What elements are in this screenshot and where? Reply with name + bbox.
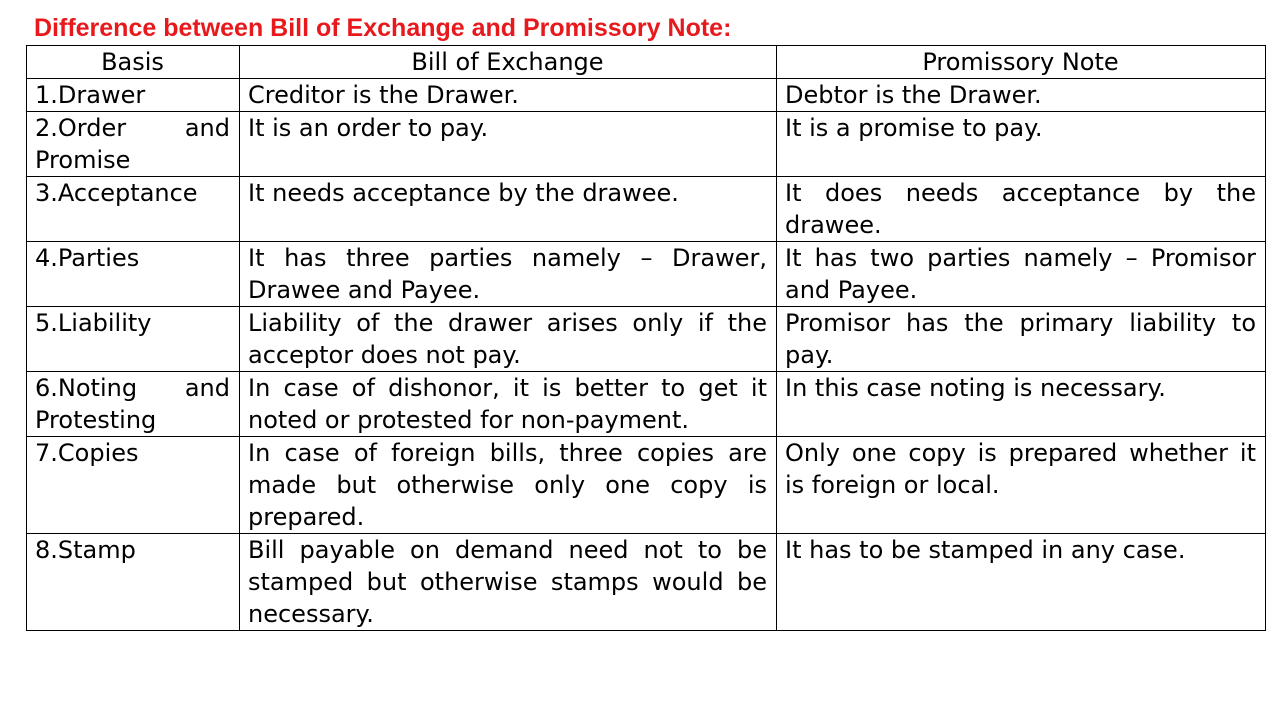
table-row: [27, 534, 1266, 631]
header-basis: Basis: [27, 46, 240, 79]
bill-cell: In case of dishonor, it is better to get it noted or protested for non-payment.: [240, 372, 777, 437]
header-promissory-note: Promissory Note: [777, 46, 1266, 79]
table-header-row: [27, 46, 1266, 79]
note-cell: It has to be stamped in any case.: [777, 534, 1266, 631]
basis-cell: 3.Acceptance: [27, 177, 240, 242]
table-row: [27, 177, 1266, 242]
basis-cell: 4.Parties: [27, 242, 240, 307]
basis-cell: 1.Drawer: [27, 79, 240, 112]
table-row: [27, 242, 1266, 307]
note-cell: Promisor has the primary liability to pay.: [777, 307, 1266, 372]
bill-cell: It is an order to pay.: [240, 112, 777, 177]
basis-cell: 8.Stamp: [27, 534, 240, 631]
table-row: [27, 372, 1266, 437]
table-row: [27, 112, 1266, 177]
note-cell: It is a promise to pay.: [777, 112, 1266, 177]
note-cell: Debtor is the Drawer.: [777, 79, 1266, 112]
table-row: [27, 79, 1266, 112]
note-cell: Only one copy is prepared whether it is foreign or local.: [777, 437, 1266, 534]
table-row: [27, 437, 1266, 534]
note-cell: It does needs acceptance by the drawee.: [777, 177, 1266, 242]
basis-cell: 7.Copies: [27, 437, 240, 534]
page-title: Difference between Bill of Exchange and Promissory Note:: [34, 14, 732, 42]
bill-cell: It needs acceptance by the drawee.: [240, 177, 777, 242]
bill-cell: It has three parties namely – Drawer, Drawee and Payee.: [240, 242, 777, 307]
basis-cell: 6.Noting and Protesting: [27, 372, 240, 437]
comparison-table: [26, 45, 1266, 631]
bill-cell: In case of foreign bills, three copies are made but otherwise only one copy is prepared.: [240, 437, 777, 534]
bill-cell: Liability of the drawer arises only if the acceptor does not pay.: [240, 307, 777, 372]
note-cell: It has two parties namely – Promisor and Payee.: [777, 242, 1266, 307]
basis-cell: 2.Order and Promise: [27, 112, 240, 177]
bill-cell: Bill payable on demand need not to be stamped but otherwise stamps would be necessary.: [240, 534, 777, 631]
basis-cell: 5.Liability: [27, 307, 240, 372]
table-row: [27, 307, 1266, 372]
note-cell: In this case noting is necessary.: [777, 372, 1266, 437]
header-bill-of-exchange: Bill of Exchange: [240, 46, 777, 79]
bill-cell: Creditor is the Drawer.: [240, 79, 777, 112]
